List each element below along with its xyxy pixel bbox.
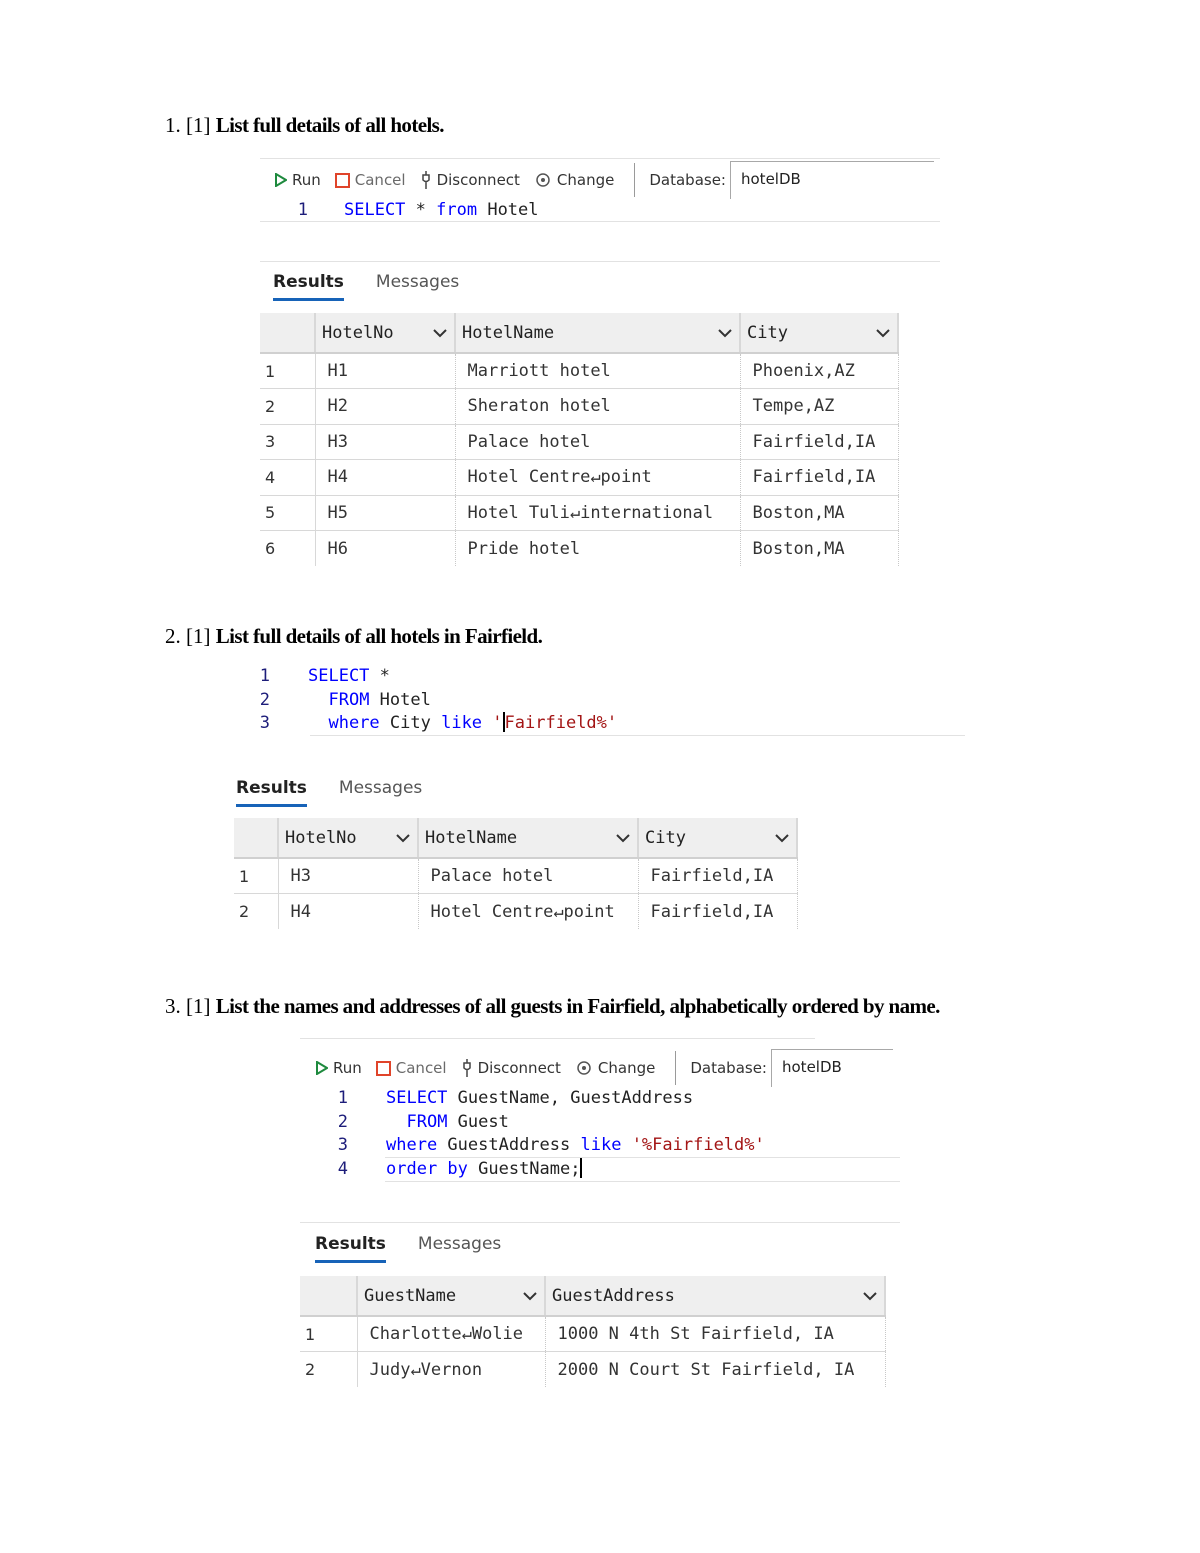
- column-header[interactable]: [278, 818, 418, 858]
- cancel-button[interactable]: [376, 1059, 447, 1077]
- query-editor-2[interactable]: [258, 665, 617, 736]
- column-header[interactable]: [545, 1276, 885, 1316]
- results-tabs-2: [236, 778, 454, 807]
- row-number: 5: [260, 495, 315, 531]
- editor-line-border: [385, 1157, 900, 1158]
- tab-results[interactable]: Results: [273, 272, 344, 301]
- sql-keyword: like: [580, 1135, 622, 1155]
- table-cell[interactable]: H5: [315, 495, 455, 531]
- sql-string: ': [492, 713, 503, 733]
- column-header[interactable]: [455, 313, 740, 353]
- question-marks: [1]: [186, 113, 211, 137]
- table-cell[interactable]: Palace hotel: [455, 424, 740, 460]
- sql-keyword: where: [328, 713, 380, 733]
- code-line[interactable]: [258, 665, 617, 689]
- change-connection-icon: [575, 1059, 593, 1077]
- column-header[interactable]: [315, 313, 455, 353]
- sql-token: City: [379, 713, 442, 733]
- line-number: 3: [259, 713, 270, 733]
- sql-keyword: FROM: [328, 689, 370, 710]
- table-cell[interactable]: H1: [315, 353, 455, 389]
- question-marks: [1]: [186, 624, 211, 648]
- sql-token: *: [405, 200, 437, 220]
- sql-token: [621, 1135, 631, 1155]
- toolbar-separator: [675, 1051, 676, 1085]
- sql-token: [308, 713, 328, 733]
- table-row[interactable]: [260, 495, 898, 531]
- results-grid-1: [260, 313, 899, 566]
- table-cell[interactable]: H3: [315, 424, 455, 460]
- table-cell[interactable]: Fairfield,IA: [638, 894, 797, 930]
- top-border: [260, 158, 940, 159]
- sql-token: Guest: [447, 1111, 509, 1132]
- code-line[interactable]: [296, 199, 539, 223]
- table-cell[interactable]: 2000 N Court St Fairfield, IA: [545, 1352, 885, 1388]
- editor-line-border: [260, 221, 940, 222]
- change-button[interactable]: [534, 171, 614, 189]
- cancel-label: Cancel: [354, 171, 406, 189]
- sql-token: GuestAddress: [437, 1135, 581, 1155]
- row-number: 2: [300, 1352, 357, 1388]
- table-cell[interactable]: Pride hotel: [455, 531, 740, 567]
- table-cell[interactable]: H2: [315, 389, 455, 425]
- run-button[interactable]: [316, 1059, 362, 1077]
- column-header[interactable]: [418, 818, 638, 858]
- table-cell[interactable]: Tempe,AZ: [740, 389, 898, 425]
- plug-icon: [461, 1059, 473, 1077]
- table-row[interactable]: [260, 389, 898, 425]
- sql-keyword: from: [436, 200, 478, 220]
- sql-string: Fairfield%': [504, 713, 618, 733]
- table-cell[interactable]: H4: [278, 894, 418, 930]
- line-number: 1: [337, 1088, 348, 1108]
- sql-keyword: SELECT: [386, 1088, 448, 1108]
- code-line[interactable]: [336, 1087, 765, 1111]
- plug-icon: [420, 171, 432, 189]
- code-line[interactable]: [258, 712, 617, 736]
- change-label: Change: [556, 171, 615, 189]
- column-header-label: HotelNo: [322, 322, 394, 343]
- sql-keyword: order by: [386, 1158, 468, 1179]
- sql-token: [386, 1112, 406, 1132]
- table-cell[interactable]: Sheraton hotel: [455, 389, 740, 425]
- column-header[interactable]: [740, 313, 898, 353]
- row-number: 1: [234, 858, 278, 894]
- sql-keyword: SELECT: [344, 200, 406, 220]
- column-header-label: GuestAddress: [552, 1285, 675, 1306]
- run-label: Run: [333, 1059, 362, 1077]
- results-separator: [300, 1222, 900, 1223]
- chevron-down-icon[interactable]: [875, 323, 891, 343]
- play-icon: [275, 173, 287, 187]
- row-number: 1: [300, 1316, 357, 1352]
- chevron-down-icon[interactable]: [522, 1286, 538, 1306]
- row-number-header: [260, 313, 315, 353]
- sql-keyword: like: [441, 713, 483, 733]
- results-grid-3: [300, 1276, 886, 1387]
- column-header-label: City: [645, 827, 686, 848]
- chevron-down-icon[interactable]: [615, 828, 631, 848]
- code-line[interactable]: [336, 1111, 765, 1135]
- column-header[interactable]: [638, 818, 797, 858]
- query-toolbar: [316, 1050, 893, 1086]
- question-number: 3.: [165, 994, 181, 1018]
- disconnect-button[interactable]: [461, 1059, 561, 1077]
- table-row[interactable]: [234, 894, 797, 930]
- sql-token: [308, 690, 328, 710]
- code-text: [308, 712, 617, 736]
- tab-results[interactable]: Results: [315, 1234, 386, 1263]
- question-number: 2.: [165, 624, 181, 648]
- top-border: [300, 1038, 815, 1039]
- query-editor-1[interactable]: [296, 199, 539, 223]
- database-label: Database:: [649, 171, 726, 189]
- table-cell[interactable]: Fairfield,IA: [740, 460, 898, 496]
- table-cell[interactable]: Boston,MA: [740, 495, 898, 531]
- database-select[interactable]: [771, 1049, 893, 1087]
- disconnect-button[interactable]: [420, 171, 520, 189]
- column-header-label: HotelName: [462, 322, 555, 343]
- table-row[interactable]: [260, 460, 898, 496]
- column-header-label: GuestName: [364, 1285, 457, 1306]
- change-label: Change: [597, 1059, 656, 1077]
- line-number: 3: [337, 1135, 348, 1155]
- cancel-button[interactable]: [335, 171, 406, 189]
- database-label: Database:: [690, 1059, 767, 1077]
- line-number: 4: [337, 1158, 348, 1179]
- column-header-label: HotelNo: [285, 827, 357, 848]
- line-number: 2: [337, 1111, 348, 1132]
- table-cell[interactable]: Phoenix,AZ: [740, 353, 898, 389]
- table-row[interactable]: [260, 424, 898, 460]
- code-text: [386, 1158, 582, 1182]
- stop-icon: [376, 1061, 391, 1076]
- table-cell[interactable]: H3: [278, 858, 418, 894]
- table-cell[interactable]: Boston,MA: [740, 531, 898, 567]
- chevron-down-icon[interactable]: [862, 1286, 878, 1306]
- query-toolbar: [275, 162, 934, 198]
- table-cell[interactable]: H6: [315, 531, 455, 567]
- row-number-header: [300, 1276, 357, 1316]
- run-button[interactable]: [275, 171, 321, 189]
- code-text: [308, 665, 390, 689]
- tab-messages[interactable]: Messages: [417, 1234, 502, 1254]
- question-text: List the names and addresses of all guests in Fairfield, alphabetically ordered by name.: [215, 994, 940, 1018]
- sql-token: *: [369, 666, 390, 686]
- database-select[interactable]: [730, 161, 934, 199]
- cancel-label: Cancel: [395, 1059, 447, 1077]
- sql-token: GuestName, GuestAddress: [447, 1088, 694, 1108]
- chevron-down-icon[interactable]: [774, 828, 790, 848]
- sql-keyword: FROM: [406, 1111, 448, 1132]
- table-cell[interactable]: Judy↵Vernon: [357, 1352, 545, 1388]
- table-cell[interactable]: Palace hotel: [418, 858, 638, 894]
- database-value: hotelDB: [741, 170, 801, 188]
- question-marks: [1]: [186, 994, 211, 1018]
- question-text: List full details of all hotels.: [215, 113, 444, 137]
- chevron-down-icon[interactable]: [432, 323, 448, 343]
- question-2: [165, 623, 542, 649]
- table-row[interactable]: [300, 1316, 885, 1352]
- table-cell[interactable]: 1000 N 4th St Fairfield, IA: [545, 1316, 885, 1352]
- row-number: 6: [260, 531, 315, 567]
- sql-string: '%Fairfield%': [631, 1135, 765, 1155]
- question-3: [165, 993, 940, 1019]
- sql-token: [482, 713, 492, 733]
- sql-keyword: where: [386, 1135, 438, 1155]
- results-tabs-3: [315, 1234, 533, 1263]
- column-header-label: City: [747, 322, 788, 343]
- line-number: 2: [259, 689, 270, 710]
- line-number: 1: [297, 200, 308, 220]
- tab-messages[interactable]: Messages: [375, 272, 460, 292]
- code-text: [386, 1111, 509, 1135]
- sql-token: Hotel: [369, 689, 431, 710]
- code-line[interactable]: [336, 1134, 765, 1158]
- results-separator: [260, 261, 940, 262]
- sql-token: GuestName;: [467, 1158, 581, 1179]
- results-grid-2: [234, 818, 798, 929]
- code-line[interactable]: [258, 689, 617, 713]
- table-cell[interactable]: Hotel Centre↵point: [418, 894, 638, 930]
- column-header-label: HotelName: [425, 827, 518, 848]
- table-cell[interactable]: Hotel Tuli↵international: [455, 495, 740, 531]
- line-number: 1: [259, 666, 270, 686]
- change-button[interactable]: [575, 1059, 655, 1077]
- table-cell[interactable]: Hotel Centre↵point: [455, 460, 740, 496]
- table-cell[interactable]: Marriott hotel: [455, 353, 740, 389]
- text-cursor: [580, 1158, 582, 1178]
- question-1: [165, 112, 444, 138]
- row-number: 3: [260, 424, 315, 460]
- row-number: 1: [260, 353, 315, 389]
- row-number-header: [234, 818, 278, 858]
- chevron-down-icon[interactable]: [717, 323, 733, 343]
- code-text: [386, 1087, 693, 1111]
- table-row[interactable]: [260, 353, 898, 389]
- table-cell[interactable]: Charlotte↵Wolie: [357, 1316, 545, 1352]
- run-label: Run: [292, 171, 321, 189]
- code-text: [308, 689, 431, 713]
- database-value: hotelDB: [782, 1058, 842, 1076]
- chevron-down-icon[interactable]: [395, 828, 411, 848]
- tab-messages[interactable]: Messages: [338, 778, 423, 798]
- editor-line-border: [385, 1181, 900, 1182]
- sql-token: Hotel: [477, 200, 539, 220]
- row-number: 4: [260, 460, 315, 496]
- code-line[interactable]: [336, 1158, 765, 1182]
- play-icon: [316, 1061, 328, 1075]
- code-text: [386, 1134, 765, 1158]
- toolbar-separator: [634, 163, 635, 197]
- results-tabs-1: [273, 272, 491, 301]
- table-cell[interactable]: Fairfield,IA: [638, 858, 797, 894]
- row-number: 2: [234, 894, 278, 930]
- editor-line-border: [310, 735, 965, 736]
- query-editor-3[interactable]: [336, 1087, 765, 1181]
- table-cell[interactable]: Fairfield,IA: [740, 424, 898, 460]
- row-number: 2: [260, 389, 315, 425]
- column-header[interactable]: [357, 1276, 545, 1316]
- table-row[interactable]: [260, 531, 898, 567]
- table-row[interactable]: [234, 858, 797, 894]
- table-cell[interactable]: H4: [315, 460, 455, 496]
- disconnect-label: Disconnect: [477, 1059, 561, 1077]
- code-text: [344, 199, 539, 223]
- disconnect-label: Disconnect: [436, 171, 520, 189]
- table-row[interactable]: [300, 1352, 885, 1388]
- question-text: List full details of all hotels in Fairfield.: [215, 624, 543, 648]
- tab-results[interactable]: Results: [236, 778, 307, 807]
- stop-icon: [335, 173, 350, 188]
- change-connection-icon: [534, 171, 552, 189]
- sql-keyword: SELECT: [308, 666, 370, 686]
- question-number: 1.: [165, 113, 181, 137]
